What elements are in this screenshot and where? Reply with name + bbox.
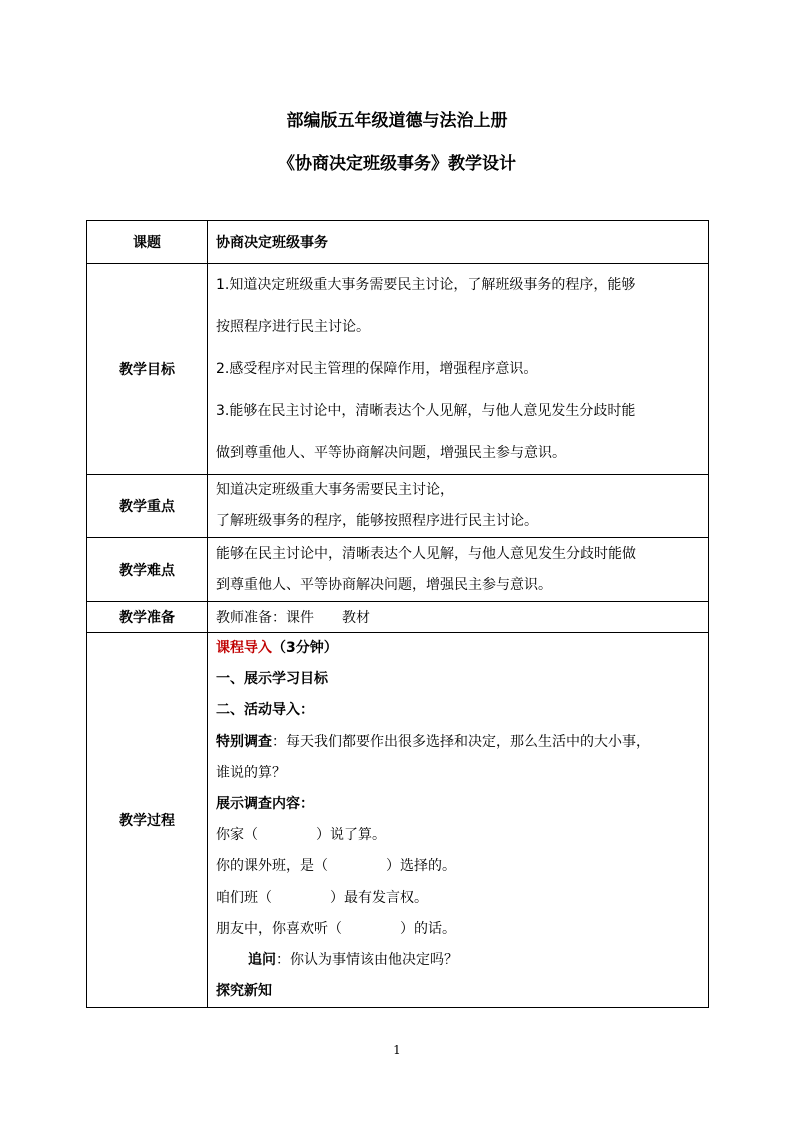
- question-suffix: ）选择的。: [386, 858, 456, 875]
- key-point-line: 了解班级事务的程序，能够按照程序进行民主讨论。: [216, 513, 538, 529]
- table-row-subject: [87, 221, 709, 264]
- question-suffix: ）说了算。: [316, 827, 386, 844]
- difficulty-content: [208, 538, 709, 602]
- preparation-value: 教师准备：课件 教材: [208, 602, 709, 633]
- page-number: 1: [393, 1043, 401, 1057]
- difficulty-line: 能够在民主讨论中，清晰表达个人见解，与他人意见发生分歧时能做: [216, 545, 636, 562]
- goal-line: 2.感受程序对民主管理的保障作用，增强程序意识。: [216, 361, 538, 377]
- question-prefix: 你家（: [216, 827, 258, 844]
- goal-line: 做到尊重他人、平等协商解决问题，增强民主参与意识。: [216, 445, 566, 461]
- survey-line: [216, 727, 702, 758]
- goal-line: 按照程序进行民主讨论。: [216, 319, 370, 335]
- survey-question: [216, 914, 702, 945]
- difficulty-label: 教学难点: [87, 538, 208, 602]
- survey-question: [216, 820, 702, 851]
- document-subtitle: 《协商决定班级事务》教学设计: [278, 154, 516, 174]
- survey-text-continued: 谁说的算？: [216, 764, 286, 781]
- document-title: 部编版五年级道德与法治上册: [286, 111, 508, 131]
- survey-question: [216, 883, 702, 914]
- key-points-label: 教学重点: [87, 475, 208, 538]
- table-row-preparation: [87, 602, 709, 633]
- process-content: [208, 633, 709, 1008]
- intro-line: [216, 633, 702, 664]
- key-points-content: [208, 475, 709, 538]
- table-row-key-points: [87, 475, 709, 538]
- explore-heading: 探究新知: [216, 983, 272, 1000]
- question-prefix: 朋友中，你喜欢听（: [216, 920, 342, 937]
- table-row-difficulty: [87, 538, 709, 602]
- subject-text: 协商决定班级事务: [216, 235, 328, 251]
- subject-value: [208, 221, 709, 264]
- preparation-label: 教学准备: [87, 602, 208, 633]
- intro-duration: （3分钟）: [272, 640, 338, 656]
- followup-heading: 追问: [248, 952, 276, 969]
- question-prefix: 咱们班（: [216, 889, 272, 906]
- show-survey-heading: 展示调查内容：: [216, 796, 314, 813]
- key-point-line: 知道决定班级重大事务需要民主讨论，: [216, 482, 454, 498]
- followup-text: ：你认为事情该由他决定吗？: [276, 952, 458, 969]
- followup-line: [216, 945, 702, 976]
- subject-label: 课题: [87, 221, 208, 264]
- difficulty-line: 到尊重他人、平等协商解决问题，增强民主参与意识。: [216, 576, 552, 593]
- goals-content: [208, 264, 709, 475]
- step-activity-intro: 二、活动导入：: [216, 702, 314, 719]
- process-label: 教学过程: [87, 633, 208, 1008]
- table-row-process: [87, 633, 709, 1008]
- goal-line: 1.知道决定班级重大事务需要民主讨论，了解班级事务的程序，能够: [216, 277, 636, 293]
- table-row-goals: [87, 264, 709, 475]
- question-suffix: ）最有发言权。: [330, 889, 428, 906]
- survey-heading: 特别调查: [216, 733, 272, 750]
- goals-label: 教学目标: [87, 264, 208, 475]
- intro-heading: 课程导入: [216, 640, 272, 656]
- goal-line: 3.能够在民主讨论中，清晰表达个人见解，与他人意见发生分歧时能: [216, 403, 636, 419]
- lesson-plan-table: [86, 220, 709, 1008]
- question-suffix: ）的话。: [400, 920, 456, 937]
- question-prefix: 你的课外班，是（: [216, 858, 328, 875]
- survey-text: ：每天我们都要作出很多选择和决定，那么生活中的大小事，: [272, 733, 650, 750]
- survey-question: [216, 851, 702, 882]
- step-show-goals: 一、展示学习目标: [216, 671, 328, 688]
